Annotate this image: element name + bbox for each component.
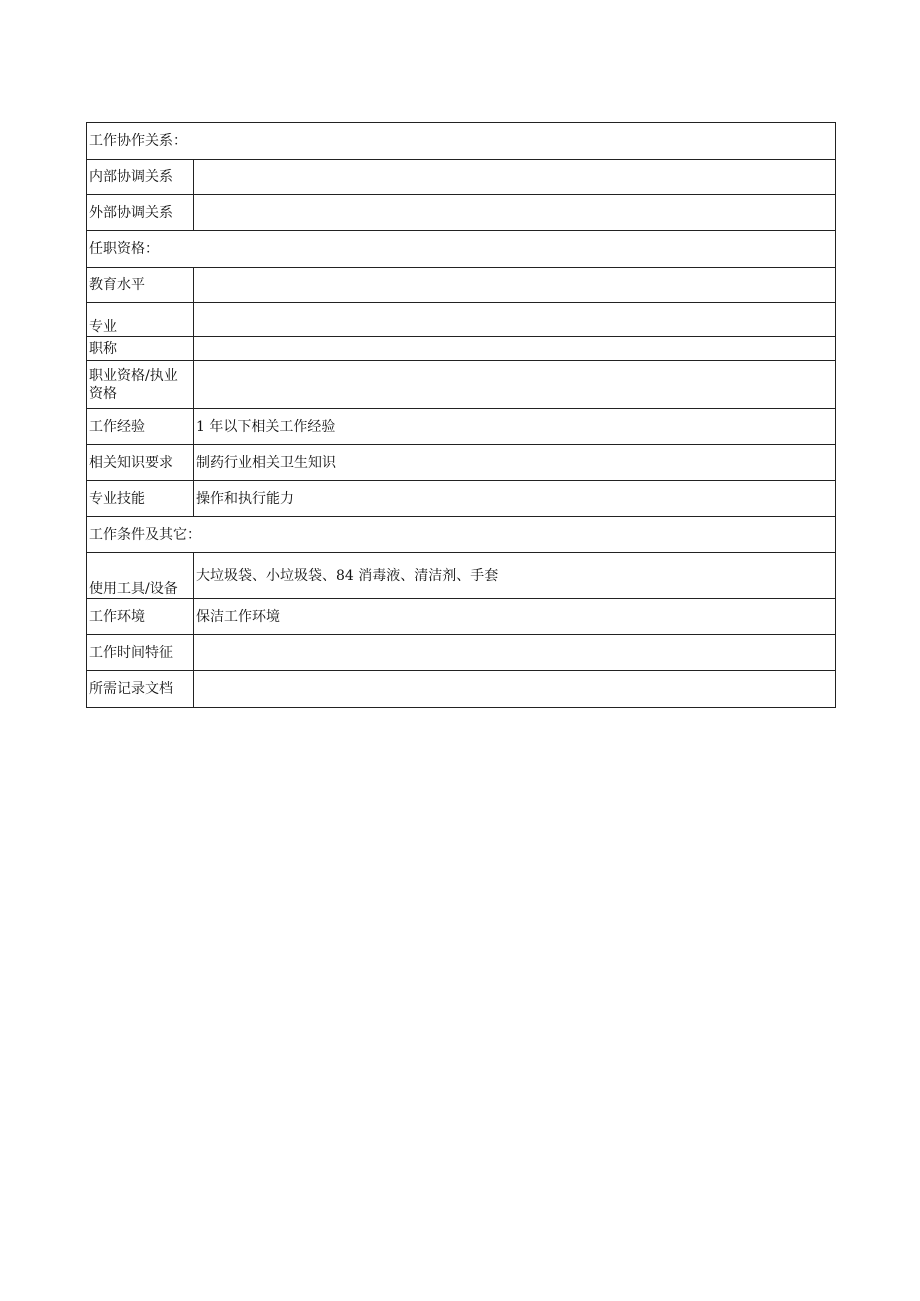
label-work-experience: 工作经验 (87, 409, 194, 445)
label-tools: 使用工具/设备 (87, 553, 194, 599)
table-row (87, 445, 836, 481)
table-row (87, 268, 836, 303)
label-skills: 专业技能 (87, 481, 194, 517)
value-knowledge: 制药行业相关卫生知识 (194, 445, 836, 481)
section-row-qualifications (87, 231, 836, 268)
label-work-environment: 工作环境 (87, 599, 194, 635)
section-row-conditions (87, 517, 836, 553)
value-skills: 操作和执行能力 (194, 481, 836, 517)
value-work-time (194, 635, 836, 671)
table-row (87, 361, 836, 409)
label-records: 所需记录文档 (87, 671, 194, 708)
value-internal-coordination (194, 160, 836, 195)
table-row (87, 481, 836, 517)
table-row (87, 635, 836, 671)
value-work-environment: 保洁工作环境 (194, 599, 836, 635)
label-professional-title: 职称 (87, 337, 194, 361)
value-external-coordination (194, 195, 836, 231)
section-heading-collaboration: 工作协作关系： (87, 123, 836, 160)
section-heading-conditions: 工作条件及其它： (87, 517, 836, 553)
label-knowledge: 相关知识要求 (87, 445, 194, 481)
label-major: 专业 (87, 303, 194, 337)
table-row (87, 337, 836, 361)
label-external-coordination: 外部协调关系 (87, 195, 194, 231)
value-work-experience: 1 年以下相关工作经验 (194, 409, 836, 445)
section-row-collaboration (87, 123, 836, 160)
table-row (87, 160, 836, 195)
value-certification (194, 361, 836, 409)
table-row (87, 553, 836, 599)
table-row (87, 303, 836, 337)
label-education: 教育水平 (87, 268, 194, 303)
label-certification: 职业资格/执业资格 (87, 361, 194, 409)
label-work-time: 工作时间特征 (87, 635, 194, 671)
value-records (194, 671, 836, 708)
section-heading-qualifications: 任职资格： (87, 231, 836, 268)
table-row (87, 671, 836, 708)
table-row (87, 409, 836, 445)
table-row (87, 195, 836, 231)
value-tools: 大垃圾袋、小垃圾袋、84 消毒液、清洁剂、手套 (194, 553, 836, 599)
job-description-table (86, 122, 836, 708)
value-professional-title (194, 337, 836, 361)
label-internal-coordination: 内部协调关系 (87, 160, 194, 195)
value-education (194, 268, 836, 303)
value-major (194, 303, 836, 337)
table-row (87, 599, 836, 635)
